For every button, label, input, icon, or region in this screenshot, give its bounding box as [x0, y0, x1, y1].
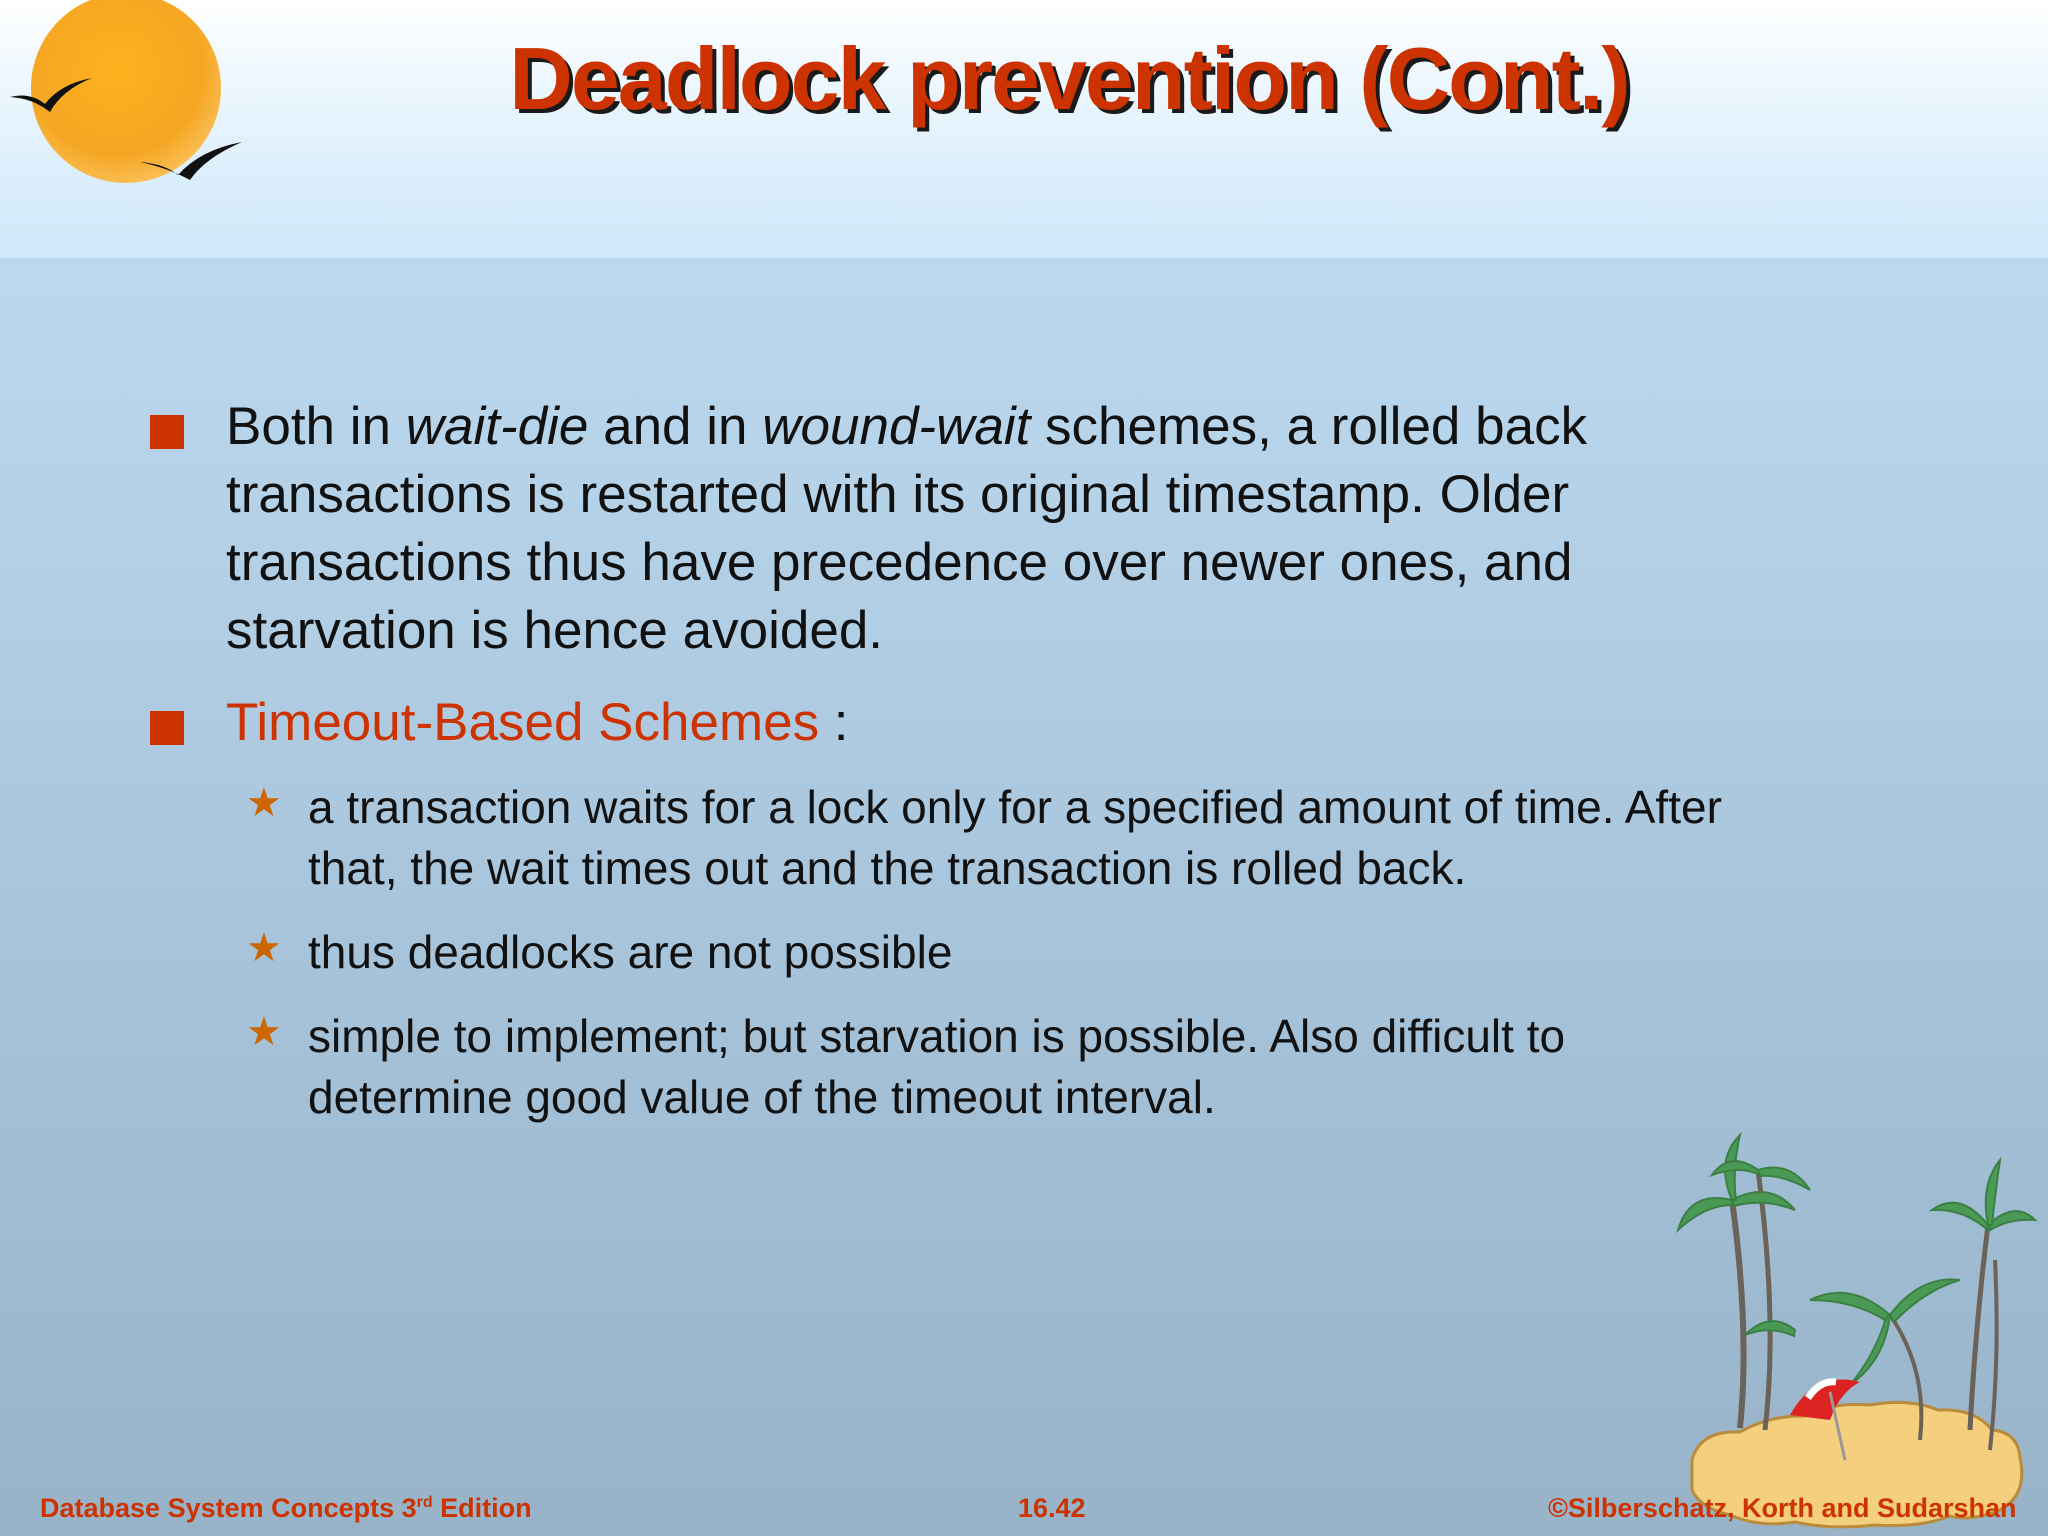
bullet-square-icon	[150, 711, 184, 745]
star-bullet-icon: ★	[246, 926, 282, 970]
footer-copyright: ©Silberschatz, Korth and Sudarshan	[1548, 1493, 2017, 1523]
slide-title: Deadlock prevention (Cont.)	[509, 29, 1629, 128]
footer-book-title: Database System Concepts 3rd Edition	[40, 1493, 532, 1523]
star-bullet-icon: ★	[246, 781, 282, 825]
bullet-item: Both in wait-die and in wound-wait schemes, a rolled back transactions is restarted with its original timestamp. Older transactions thus have precedence over newer ones, and starvation is hence avoided.	[150, 393, 1770, 665]
sub-bullet-item: ★ simple to implement; but starvation is possible. Also difficult to determine good value of the timeout interval.	[240, 1006, 1770, 1128]
bullet-item: Timeout-Based Schemes :	[150, 689, 1770, 757]
bullet-heading: Timeout-Based Schemes	[226, 693, 820, 752]
palm-island-icon	[1670, 1130, 2040, 1530]
star-bullet-icon: ★	[246, 1010, 282, 1054]
footer-slide-number: 16.42	[1018, 1493, 1086, 1523]
sub-bullet-item: ★ a transaction waits for a lock only for a specified amount of time. After that, the wait times out and the transaction is rolled back.	[240, 777, 1770, 899]
slide-content	[150, 393, 1770, 1128]
sub-bullet-item: ★ thus deadlocks are not possible	[240, 922, 1770, 983]
bullet-square-icon	[150, 415, 184, 449]
